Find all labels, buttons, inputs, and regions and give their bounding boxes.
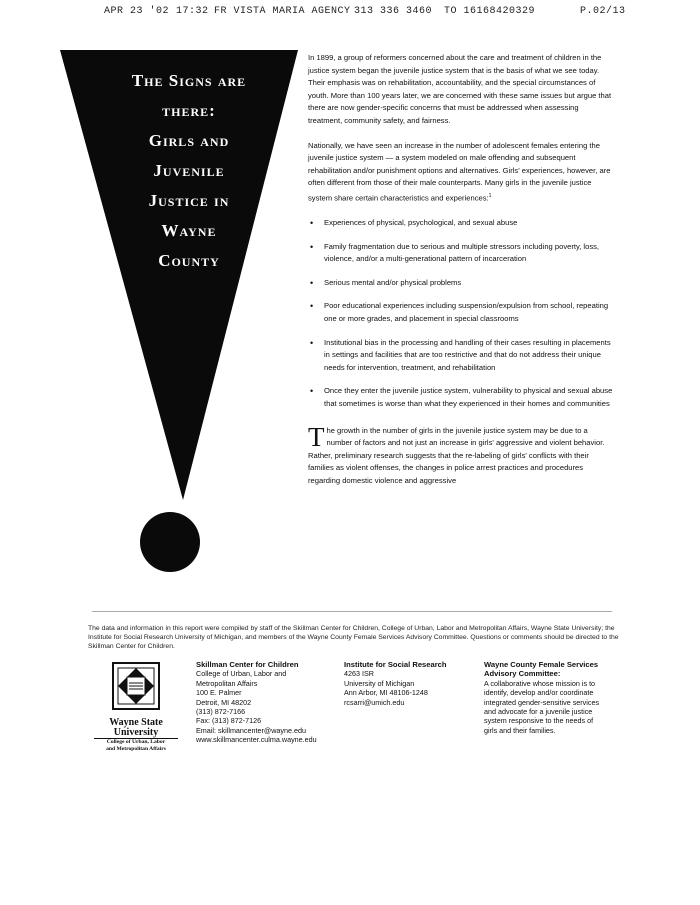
paragraph-intro: In 1899, a group of reformers concerned about the care and treatment of children in the justice system began the juvenile justice system that is the basis of what we see today. Their emphasis was on rehabilitation, accountability, and the special circumstances of youth. More than 100 years later, we are concerned with these same issues but argue that there are now gender-specific concerns that must be addressed when assessing treatment, community safety, and fairness. <box>308 53 612 125</box>
wsu-logo <box>94 662 178 753</box>
footer-divider <box>92 611 612 612</box>
page-title <box>96 66 282 276</box>
list-item: • Serious mental and/or physical problems <box>308 277 613 290</box>
contact-heading: Wayne County Female Services Advisory Committee: <box>484 660 599 679</box>
title-line: Justice in <box>148 191 230 210</box>
contact-line: University of Michigan <box>344 678 415 688</box>
fax-to: TO 16168420329 <box>444 6 536 17</box>
contact-line: 100 E. Palmer <box>196 688 242 698</box>
list-item: • Poor educational experiences including suspension/expulsion from school, repeating one or more grades, and placement in special classrooms <box>308 300 613 325</box>
fax-page: P.02/13 <box>580 6 626 17</box>
title-line: Girls and <box>148 131 230 150</box>
contact-line: College of Urban, Labor and <box>196 669 287 679</box>
paragraph-national-text: Nationally, we have seen an increase in the number of adolescent females entering the juvenile justice system — a system modeled on male offending and subsequent rehabilitation and/or punishment options and alternatives. Girls' experiences, however, are often different from those of their male counterparts. Many girls in the juvenile justice system share certain characteristics and experiences: <box>308 140 611 203</box>
footnote-mark: 1 <box>488 192 492 199</box>
wsu-wordmark <box>94 718 178 753</box>
mission-text: A collaborative whose mission is to identify, develop and/or coordinate integrated gender-sensitive services and advocate for a juvenile justice system responsive to the needs of girls and their families. <box>484 678 600 735</box>
title-line: Juvenile <box>153 161 225 180</box>
contact-line: 4263 ISR <box>344 669 374 679</box>
contact-line: Detroit, MI 48202 <box>196 697 252 707</box>
contact-line: Ann Arbor, MI 48106-1248 <box>344 688 428 698</box>
contact-isr <box>344 660 474 707</box>
fax-time: 17:32 <box>176 6 209 17</box>
contact-heading: Institute for Social Research <box>344 660 447 669</box>
closing-text: he growth in the number of girls in the juvenile justice system may be due to a number of factors and not just an increase in girls' aggressive and violent behavior. Rather, preliminary research suggests that the re-labeling of girls' conflicts with their families as violent offenses, the changes in police arrest practices and procedures regarding domestic violence and aggressive <box>308 425 605 485</box>
drop-cap: T <box>308 421 325 452</box>
title-line: Wayne <box>161 221 217 240</box>
email-link[interactable]: rcsarri@umich.edu <box>344 697 405 707</box>
website-link[interactable]: www.skillmancenter.culma.wayne.edu <box>196 735 317 745</box>
title-line: County <box>158 251 220 270</box>
wsu-line-2: University <box>94 728 178 739</box>
wsu-line-1: Wayne State <box>109 717 163 728</box>
fax-from: FR VISTA MARIA AGENCY <box>214 6 351 17</box>
wsu-line-3: College of Urban, Labor <box>106 739 166 745</box>
article-body <box>308 52 613 500</box>
fax-date: APR 23 '02 <box>104 6 170 17</box>
list-item: • Once they enter the juvenile justice system, vulnerability to physical and sexual abuse that sometimes is worse than what they experienced in their homes and communities <box>308 385 613 410</box>
title-line: The Signs are <box>131 71 247 90</box>
contact-heading: Skillman Center for Children <box>196 660 299 669</box>
list-item: • Institutional bias in the processing and handling of their cases resulting in placements in settings and facilities that are too restrictive and that do not address their unique needs for intervention, treatment, and rehabilitation <box>308 337 613 375</box>
list-item: • Experiences of physical, psychological, and sexual abuse <box>308 217 613 230</box>
credits-note: The data and information in this report were compiled by staff of the Skillman Center for Children, College of Urban, Labor and Metropolitan Affairs, Wayne State University; the Institute for Social Research University of Michigan, and members of the Wayne County Female Services Advisory Committee. Questions or comments should be directed to the Skillman Center for Children. <box>88 625 619 650</box>
exclamation-dot <box>140 512 200 572</box>
paragraph-closing <box>308 421 613 488</box>
quilt-emblem-icon <box>112 662 160 710</box>
wsu-line-4: and Metropolitan Affairs <box>106 746 166 752</box>
contact-line: Fax: (313) 872-7126 <box>196 716 262 726</box>
title-line: there: <box>162 101 216 120</box>
list-item: • Family fragmentation due to serious and multiple stressors including poverty, loss, violence, and/or a multi-generational pattern of incarceration <box>308 241 613 266</box>
contact-line: Metropolitan Affairs <box>196 678 258 688</box>
characteristics-list <box>308 217 613 411</box>
contact-wcfsac <box>484 660 604 735</box>
fax-from-number: 313 336 3460 <box>354 6 433 17</box>
email-link[interactable]: Email: skillmancenter@wayne.edu <box>196 725 306 735</box>
contact-skillman <box>196 660 341 745</box>
paragraph-national <box>308 140 613 206</box>
contact-line: (313) 872-7166 <box>196 707 246 717</box>
